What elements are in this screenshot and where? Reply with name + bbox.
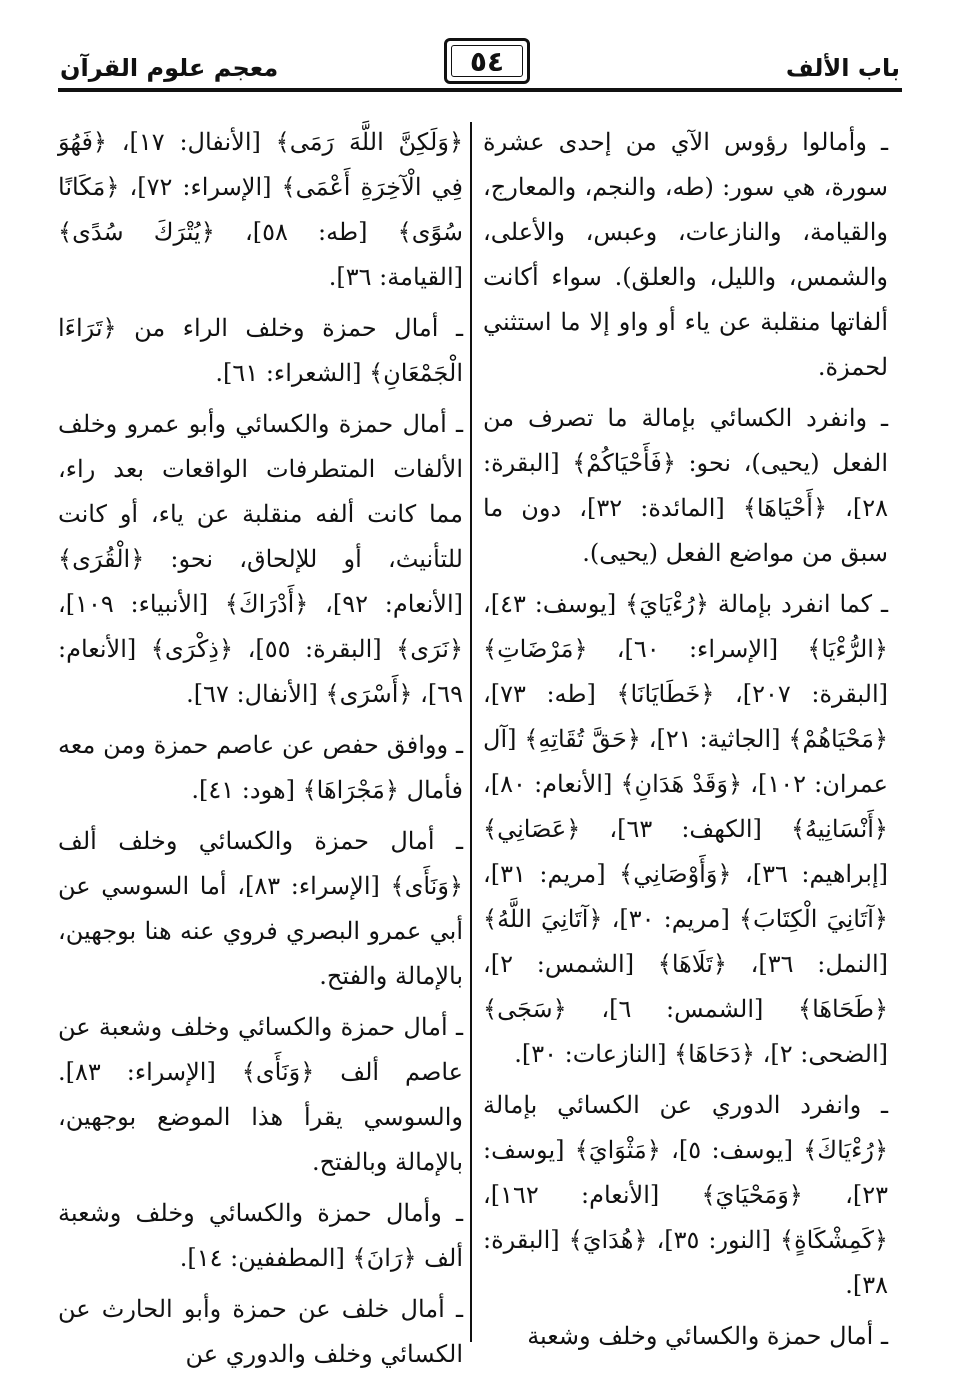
paragraph: ـ أمال حمزة والكسائي وأبو عمرو وخلف الألفات المتطرفات الواقعات بعد راء، مما كانت ألفه منقلبة عن ياء، أو كانت للتأنيث، أو للإلحاق، نحو: ﴿الْقُرَى﴾ [الأنعام: ٩٢]، ﴿أَدْرَاكَ﴾ [الأنبياء: ١٠٩]، ﴿نَرَى﴾ [البقرة: ٥٥]، ﴿ذِكْرَى﴾ [الأنعام: ٦٩]، ﴿أَسْرَى﴾ [الأنفال: ٦٧]. (58, 410, 463, 708)
paragraph: ـ أمال خلف عن حمزة وأبو الحارث عن الكسائي وخلف والدوري عن (58, 1295, 463, 1368)
paragraph: ـ أمال حمزة وخلف الراء من ﴿تَرَاءَا الْجَمْعَانِ﴾ [الشعراء: ٦١]. (58, 314, 463, 387)
header-rule (58, 88, 902, 92)
page-number: ٥٤ (469, 44, 505, 78)
paragraph: ـ أمال حمزة والكسائي وخلف وشعبة عن عاصم ألف ﴿وَنَأَى﴾ [الإسراء: ٨٣]. والسوسي يقرأ هذا الموضع بوجهين، بالإمالة وبالفتح. (58, 1013, 463, 1176)
paragraph: ـ أمال حمزة والكسائي وخلف ألف ﴿وَنَأَى﴾ [الإسراء: ٨٣]، أما السوسي عن أبي عمرو البصري فروي عنه هنا بوجهين، بالإمالة والفتح. (58, 827, 463, 990)
paragraph: ـ وأمال حمزة والكسائي وخلف وشعبة ألف ﴿رَانَ﴾ [المطففين: ١٤]. (58, 1199, 463, 1272)
left-column (58, 120, 464, 1368)
paragraph: ـ وأمالوا رؤوس الآي من إحدى عشرة سورة، هي سور: (طه، والنجم، والمعارج، والقيامة، والنازعات، وعبس، والأعلى، والشمس، والليل، والعلق). سواء أكانت ألفاتها منقلبة عن ياء أو واو إلا ما استثني لحمزة. (483, 128, 888, 381)
column-divider (470, 122, 472, 1342)
book-title: معجم علوم القرآن (60, 54, 279, 82)
paragraph: ـ وانفرد الدوري عن الكسائي بإمالة ﴿رُءْيَاكَ﴾ [يوسف: ٥]، ﴿مَثْوَايَ﴾ [يوسف: ٢٣]، ﴿وَمَحْيَايَ﴾ [الأنعام: ١٦٢]، ﴿كَمِشْكَاةٍ﴾ [النور: ٣٥]، ﴿هُدَايَ﴾ [البقرة: ٣٨]. (483, 1091, 889, 1299)
paragraph: ﴿وَلَكِنَّ اللَّهَ رَمَى﴾ [الأنفال: ١٧]، ﴿فَهُوَ فِي الْآخِرَةِ أَعْمَى﴾ [الإسراء: ٧٢]، ﴿مَكَانًا سُوًى﴾ [طه: ٥٨]، ﴿يُتْرَكَ سُدًى﴾ [القيامة: ٣٦]. (58, 128, 464, 291)
right-column (483, 120, 888, 1350)
paragraph: ـ ووافق حفص عن عاصم حمزة ومن معه فأمال ﴿مَجْرَاهَا﴾ [هود: ٤١]. (58, 731, 463, 804)
page-number-frame (444, 38, 530, 84)
paragraph: ـ كما انفرد بإمالة ﴿رُءْيَايَ﴾ [يوسف: ٤٣]، ﴿الرُّءْيَا﴾ [الإسراء: ٦٠]، ﴿مَرْضَاتِ﴾ [البقرة: ٢٠٧]، ﴿خَطَايَانَا﴾ [طه: ٧٣]، ﴿مَحْيَاهُمْ﴾ [الجاثية: ٢١]، ﴿حَقَّ تُقَاتِهِ﴾ [آل عمران: ١٠٢]، ﴿وَقَدْ هَدَانِ﴾ [الأنعام: ٨٠]، ﴿أَنْسَانِيهُ﴾ [الكهف: ٦٣]، ﴿عَصَانِي﴾ [إبراهيم: ٣٦]، ﴿وَأَوْصَانِي﴾ [مريم: ٣١]، ﴿آتَانِيَ الْكِتَابَ﴾ [مريم: ٣٠]، ﴿آتَانِيَ اللَّهُ﴾ [النمل: ٣٦]، ﴿تَلَاهَا﴾ [الشمس: ٢]، ﴿طَحَاهَا﴾ [الشمس: ٦]، ﴿سَجَى﴾ [الضحى: ٢]، ﴿دَحَاهَا﴾ [النازعات: ٣٠]. (483, 590, 889, 1068)
paragraph: ـ وانفرد الكسائي بإمالة ما تصرف من الفعل (يحيى)، نحو: ﴿فَأَحْيَاكُمْ﴾ [البقرة: ٢٨]، ﴿أَحْيَاهَا﴾ [المائدة: ٣٢]، دون ما سبق من مواضع الفعل (يحيى). (483, 404, 888, 567)
paragraph: ـ أمال حمزة والكسائي وخلف وشعبة (527, 1322, 888, 1350)
chapter-title: باب الألف (785, 54, 900, 82)
